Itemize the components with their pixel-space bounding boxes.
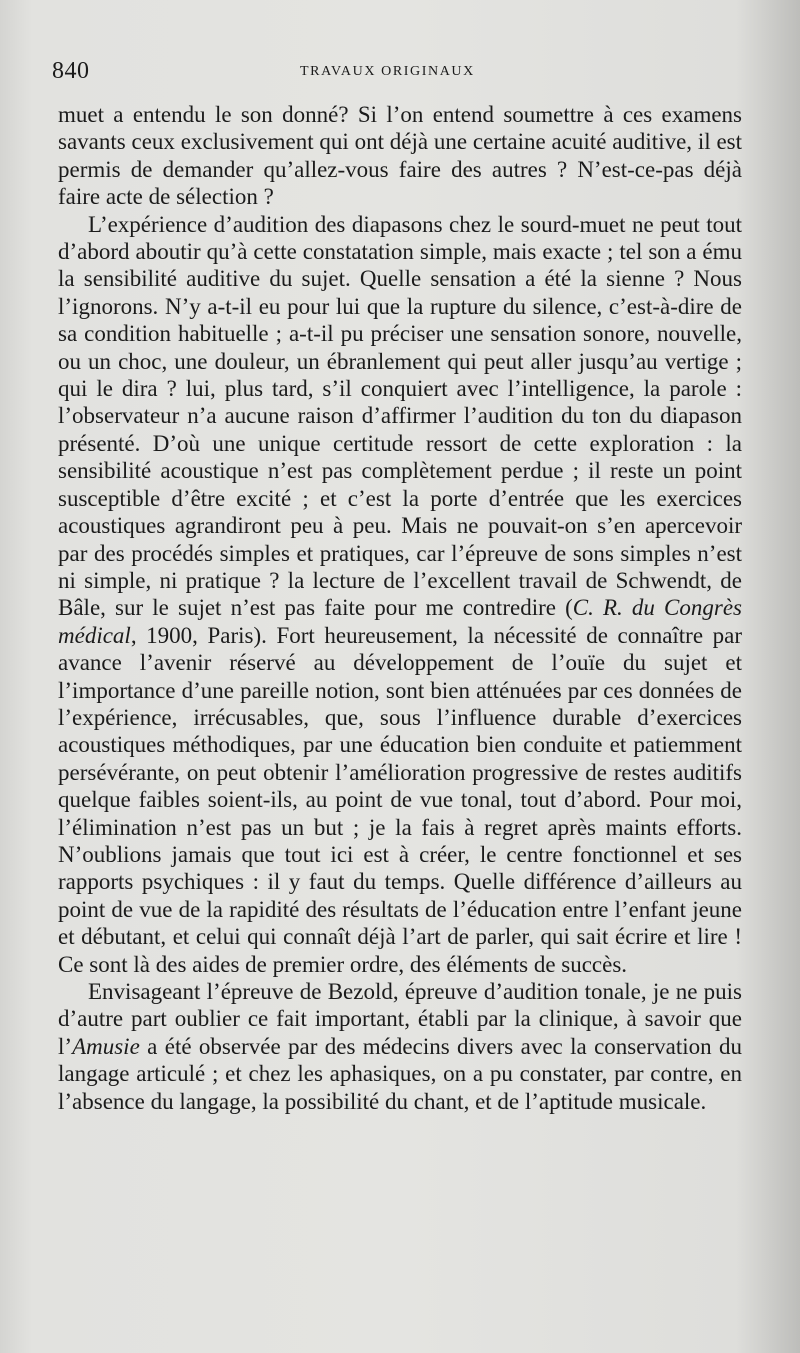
body-text [58, 101, 742, 1115]
page-header [52, 58, 742, 88]
running-title: TRAVAUX ORIGINAUX [300, 64, 475, 79]
text-segment: L’expérience d’audition des diapasons chez le sourd-muet ne peut tout d’abord aboutir qu’à cette constatation simple, mais exacte ; tel son a ému la sensibilité auditive du sujet. Quelle sensation a été la sienne ? Nous l’ignorons. N’y a-t-il eu pour lui que la rupture du silence, c’est-à-dire de sa condition habituelle ; a-t-il pu préciser une sensation sonore, nouvelle, ou un choc, une douleur, un ébranlement qui peut aller jusqu’au vertige ; qui le dira ? lui, plus tard, s’il conquiert avec l’intelligence, la parole : l’observateur n’a aucune raison d’affirmer l’audition du ton du diapason présenté. D’où une unique certitude ressort de cette exploration : la sensibilité acoustique n’est pas complètement perdue ; il reste un point susceptible d’être excité ; et c’est la porte d’entrée que les exercices acoustiques agrandiront peu à peu. Mais ne pouvait-on s’en apercevoir par des procédés simples et pratiques, car l’épreuve de sons simples n’est ni simple, ni pratique ? la lecture de l’excellent travail de Schwendt, de Bâle, sur le sujet n’est pas faite pour me contredire ( [58, 211, 742, 621]
text-segment: Envisageant l’épreuve de Bezold, épreuve d’audition tonale, je ne puis d’autre part oublier ce fait important, établi par la clinique, à savoir que l’ [58, 979, 742, 1059]
paragraph-1 [58, 101, 742, 211]
paragraph-2 [58, 211, 742, 978]
text-segment: a été observée par des médecins divers avec la conservation du langage articulé ; et chez les aphasiques, on a pu constater, par contre, en l’absence du langage, la possibilité du chant, et de l’aptitude musicale. [58, 1033, 742, 1114]
citation-italic: C. R. du Congrès médical [58, 595, 742, 648]
text-segment: , 1900, Paris). Fort heureusement, la nécessité de connaître par avance l’avenir réservé au développement de l’ouïe du sujet et l’importance d’une pareille notion, sont bien atténuées par ces données de l’expérience, irrécusables, que, sous l’influence durable d’exercices acoustiques méthodiques, par une éducation bien conduite et patiemment persévérante, on peut obtenir l’amélioration progressive de restes auditifs quelque faibles soient-ils, au point de vue tonal, tout d’abord. Pour moi, l’élimination n’est pas un but ; je la fais à regret après maints efforts. N’oublions jamais que tout ici est à créer, le centre fonctionnel et ses rapports psychiques : il y faut du temps. Quelle différence d’ailleurs au point de vue de la rapidité des résultats de l’éducation entre l’enfant jeune et débutant, et celui qui connaît déjà l’art de parler, qui sait écrire et lire ! Ce sont là des aides de premier ordre, des éléments de succès. [58, 622, 742, 977]
term-italic: Amusie [72, 1033, 140, 1059]
page-number: 840 [52, 58, 90, 84]
paragraph-3 [58, 978, 742, 1115]
text-segment: muet a entendu le son donné? Si l’on entend soumettre à ces examens savants ceux exclusivement qui ont déjà une certaine acuité auditive, il est permis de demander qu’allez-vous faire des autres ? N’est-ce-pas déjà faire acte de sélection ? [58, 102, 742, 210]
